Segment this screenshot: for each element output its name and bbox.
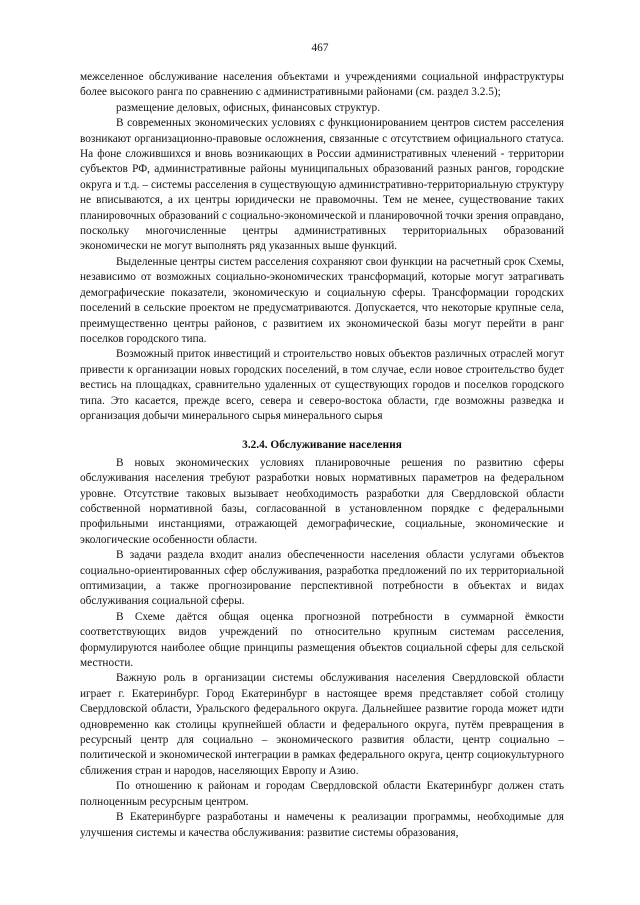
paragraph: В новых экономических условиях планировочные решения по развитию сферы обслуживания населения требуют разработки новых нормативных параметров на федеральном уровне. Отсутствие таковых вызывает необходимость разработки для Свердловской области собственной нормативной базы, согласованной в установленном порядке с федеральными профильными инстанциями, отражающей демографические, социальные, экономические и экологические особенности области.: [80, 456, 564, 546]
paragraph: межселенное обслуживание населения объектами и учреждениями социальной инфраструктуры более высокого ранга по сравнению с административными районами (см. раздел 3.2.5);: [80, 71, 564, 99]
section-heading: 3.2.4. Обслуживание населения: [242, 439, 402, 452]
paragraph: Выделенные центры систем расселения сохраняют свои функции на расчетный срок Схемы, независимо от возможных социально-экономических трансформаций, которые могут затрагивать демографические показатели, экономическую и социальную сферы. Трансформации городских поселений в сельские проектом не предусматриваются. Допускается, что некоторые крупные села, преимущественно центры районов, с развитием их экономической базы могут перейти в ранг поселков городского типа.: [80, 255, 564, 345]
paragraph: Важную роль в организации системы обслуживания населения Свердловской области играет г. Екатеринбург. Город Екатеринбург в настоящее время представляет собой столицу Свердловской области, Уральского федерального округа. Дальнейшее развитие города может идти одновременно как столицы крупнейшей области и федерального округа, путём превращения в ресурсный центр для социально – экономического развития области, центр социально – политической и экономической интеграции в рамках федерального округа, центр социокультурного сближения стран и народов, населяющих Европу и Азию.: [80, 672, 564, 777]
paragraph: По отношению к районам и городам Свердловской области Екатеринбург должен стать полноценным ресурсным центром.: [80, 780, 564, 808]
paragraph: В Схеме даётся общая оценка прогнозной потребности в суммарной ёмкости соответствующих видов учреждений по относительно крупным системам расселения, формулируются наиболее общие принципы размещения объектов социальной сферы для сельской местности.: [80, 610, 564, 670]
paragraph: Возможный приток инвестиций и строительство новых объектов различных отраслей могут привести к организации новых городских поселений, в том случае, если новое строительство будет вестись на площадках, сравнительно удаленных от существующих городов и поселков городского типа. Это касается, прежде всего, севера и северо-востока области, где возможны разведка и организация добычи минерального сырья минерального сырья: [80, 348, 564, 422]
page-content: [80, 70, 564, 841]
paragraph: В Екатеринбурге разработаны и намечены к реализации программы, необходимые для улучшения системы и качества обслуживания: развитие системы образования,: [80, 811, 564, 839]
paragraph: В задачи раздела входит анализ обеспеченности населения области услугами объектов социально-ориентированных сфер обслуживания, разработка предложений по их территориальной оптимизации, а также прогнозирование перспективной потребности в объектах и видах обслуживания социальной сферы.: [80, 549, 564, 608]
paragraph: В современных экономических условиях с функционированием центров систем расселения возникают организационно-правовые осложнения, связанные с отсутствием официального статуса. На фоне сложившихся и вновь возникающих в России административных членений - территории субъектов РФ, административные районы муниципальных образований разных рангов, городские округа и т.д. – системы расселения в существующую административно-территориальную структуру не вписываются, а их центры юридически не правомочны. Тем не менее, существование таких планировочных образований с социально-экономической и планировочной точки зрения оправдано, поскольку многочисленные центры административных территориальных образований экономически не могут выполнять ряд указанных выше функций.: [80, 117, 564, 253]
paragraph: размещение деловых, офисных, финансовых структур.: [116, 101, 381, 114]
page-number: 467: [311, 42, 329, 54]
